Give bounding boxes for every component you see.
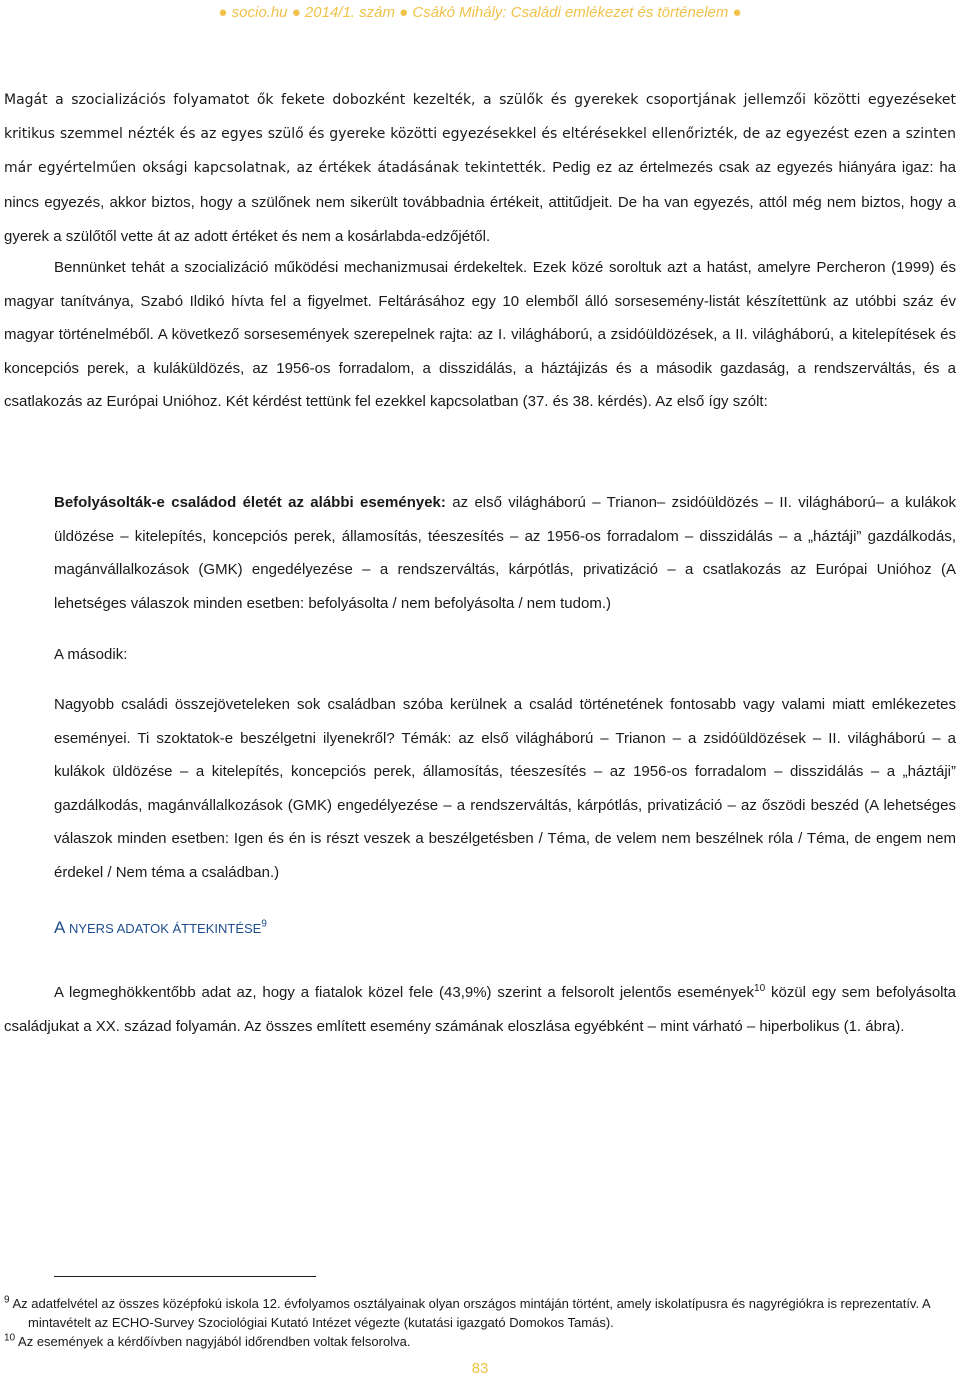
header-journal: socio.hu [231,4,288,21]
footnote-9 [4,1294,956,1332]
paragraph-1 [4,84,956,255]
footnote-text: Az események a kérdőívben nagyjából időrendben voltak felsorolva. [18,1334,411,1349]
footnote-ref-10[interactable]: 10 [754,983,766,994]
footnote-number: 9 [4,1294,10,1306]
section-heading [54,918,267,938]
running-header [0,4,960,21]
bullet-icon: ● [218,4,228,21]
question-37 [54,486,956,620]
footnote-10 [4,1332,956,1351]
section-heading-initial: A [54,918,66,937]
question-37-stem: Befolyásolták-e családod életét az alábbi események: [54,494,446,511]
header-article: Csákó Mihály: Családi emlékezet és történelem [412,4,729,21]
paragraph-2: Bennünket tehát a szocializáció működési mechanizmusai érdekeltek. Ezek közé soroltuk azt a hatást, amelyre Percheron (1999) és magyar tanítványa, Szabó Ildikó hívta fel a figyelmet. Feltárásához egy 10 elemből álló sorsesemény-listát készítettünk az utóbbi száz év magyar történelméből. A következő sorsesemények szerepelnek rajta: az I. világháború, a zsidóüldözések, a II. világháború, a kitelepítések és koncepciós perek, a kuláküldözés, az 1956-os forradalom, a disszidálás, a háztájizás és a második gazdaság, a rendszerváltás, és a csatlakozás az Európai Unióhoz. Két kérdést tettünk fel ezekkel kapcsolatban (37. és 38. kérdés). Az első így szólt: [4,259,956,410]
question-37-options: az első világháború – Trianon– zsidóüldözés – II. világháború– a kulákok üldözése – kitelepítés, koncepciós perek, államosítás, téeszesítés – az 1956-os forradalom – disszidálás – a „háztáji” gazdálkodás, magánvállalkozások (GMK) engedélyezése – a rendszerváltás, kárpótlás, privatizáció – a csatlakozás az Európai Unióhoz (A lehetséges válaszok minden esetben: befolyásolta / nem befolyásolta / nem tudom.) [54,494,957,612]
footnote-divider [54,1276,316,1277]
bullet-icon: ● [399,4,409,21]
second-question-label: A második: [54,646,128,663]
paragraph-3 [4,976,956,1043]
footnote-number: 10 [4,1332,16,1344]
bullet-icon: ● [732,4,742,21]
section-heading-text: NYERS ADATOK ÁTTEKINTÉSE [65,921,262,936]
page-number: 83 [471,1360,489,1377]
paragraph-3-end: közül egy sem befolyásolta családjukat a XX. század folyamán. Az összes említett esemény számának eloszlása egyébként – mint várható – hiperbolikus (1. ábra). [4,984,957,1035]
paragraph-1-lead: Magát a szocializációs folyamatot ők fekete dobozként kezelték, a szülők és gyerekek csoportjának jellemzői közötti egyezéseket kritikus szemmel nézték és az egyes szülő és gyereke közötti egyezésekkel és eltérésekkel ellenőrizték, de az egyezést ezen a szinten már egyértelműen oksági kapcsolatnak, az értékek átadásának tekintették. [4,92,956,176]
footnote-text: Az adatfelvétel az összes középfokú iskola 12. évfolyamos osztályainak olyan országos mintáján történt, amely iskolatípusra és nagyrégiókra is reprezentatív. A mintavételt az ECHO-Survey Szociológiai Kutató Intézet végezte (kutatási igazgató Domokos Tamás). [12,1296,930,1330]
footnotes [4,1294,956,1351]
question-38: Nagyobb családi összejöveteleken sok családban szóba kerülnek a család történetének fontosabb vagy valami miatt emlékezetes eseményei. Ti szoktatok-e beszélgetni ilyenekről? Témák: az első világháború – Trianon – a zsidóüldözések – II. világháború – a kulákok üldözése – a kitelepítés, koncepciós perek, államosítás, téeszesítés – az 1956-os forradalom – disszidálás – a „háztáji” gazdálkodás, magánvállalkozások (GMK) engedélyezése – a rendszerváltás, kárpótlás, privatizáció – az őszödi beszéd (A lehetséges válaszok minden esetben: Igen és én is részt veszek a beszélgetésben / Téma, de velem nem beszélnek róla / Téma, de engem nem érdekel / Nem téma a családban.) [54,696,956,881]
bullet-icon: ● [291,4,301,21]
header-issue: 2014/1. szám [304,4,395,21]
footnote-ref-9[interactable]: 9 [261,918,267,930]
paragraph-3-start: A legmeghökkentőbb adat az, hogy a fiatalok közel fele (43,9%) szerint a felsorolt jelentős események [54,984,755,1001]
paragraph-1-rest: Pedig ez az értelmezés csak az egyezés hiányára igaz: ha nincs egyezés, akkor biztos, hogy a szülőnek nem sikerült továbbadnia értékeit, attitűdjeit. De ha van egyezés, attól még nem biztos, hogy a gyerek a szülőtől vette át az adott értéket és nem a kosárlabda-edzőjétől. [4,159,956,245]
